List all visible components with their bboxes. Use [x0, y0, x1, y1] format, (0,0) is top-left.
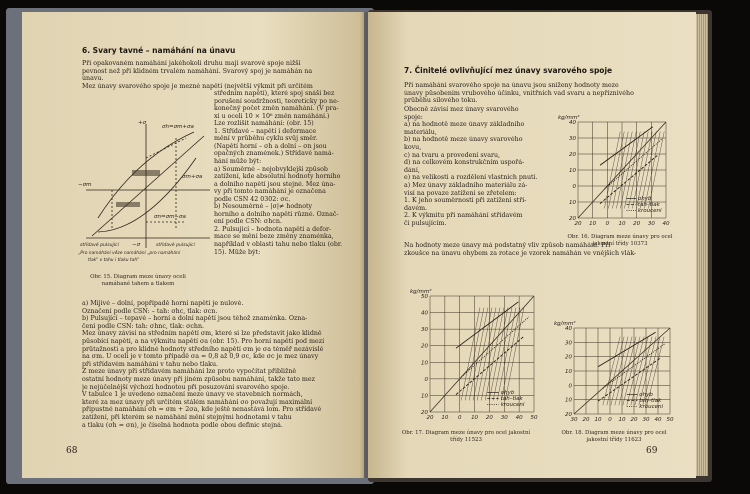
- right-section-title: 7. Činitelé ovlivňující mez únavy svarového spoje: [404, 66, 613, 75]
- text-line: na σm. U oceli je v tomto případě σa = 0,8 až 0,9 σc, kde σc je mez únavy: [82, 353, 319, 361]
- x-tick-label: 10: [471, 415, 479, 421]
- fig17-caption: Obr. 17. Diagram meze únavy pro ocel jakostní třídy 11523: [401, 430, 531, 443]
- text-line: které za mez únavy při určitém stálém namáhání σo považují maximální: [82, 398, 313, 406]
- x-tick-label: 30: [647, 221, 655, 227]
- x-tick-label: 10: [441, 415, 449, 421]
- y-tick-label: 50: [421, 294, 428, 300]
- x-tick-label: 10: [594, 417, 602, 423]
- text-line: ostatní hodnoty meze únavy při jiném způsobu namáhání, takže tato mez: [82, 376, 315, 383]
- text-line: Při namáhání svarového spoje na únavu jsou sníženy hodnoty meze: [404, 82, 619, 89]
- x-tick-label: 40: [515, 415, 523, 421]
- text-line: zatížení, kde absolutní hodnoty horního: [214, 173, 341, 181]
- y-tick-label: 10: [569, 168, 576, 174]
- text-line: spoje:: [404, 113, 423, 121]
- text-line: kovu,: [404, 144, 422, 151]
- text-line: opačných znamének.) Střídavé namá-: [214, 150, 334, 158]
- right-page: [368, 12, 696, 478]
- fatigue-diagram-figure: [76, 118, 218, 268]
- fig18-diagram: [548, 318, 678, 428]
- left-page-number: 68: [66, 446, 78, 456]
- text-line: hání může být:: [214, 157, 262, 165]
- x-tick-label: 40: [654, 417, 662, 423]
- fig15-row-4: tlak" v tahu i tlaku tah": [88, 258, 140, 263]
- fig15-axis-upper: +σ: [138, 120, 147, 126]
- y-axis-unit: kg/mm²: [558, 115, 580, 121]
- text-line: V tabulce 1 je uvedeno označení meze únavy ve stavebních normách,: [82, 391, 303, 399]
- x-tick-label: 0: [457, 415, 462, 421]
- x-tick-label: 20: [426, 415, 434, 421]
- text-line: 1. Střídavé – napětí i deformace: [214, 127, 317, 135]
- x-tick-label: 10: [618, 221, 626, 227]
- fig15-axis-lower: −σ: [132, 242, 141, 248]
- left-section-title: 6. Svary tavné – namáhání na únavu: [82, 46, 236, 55]
- text-line: Na hodnoty meze únavy má podstatný vliv způsob namáhání. Při: [404, 242, 611, 249]
- fig15-row-1: střídavé pulsující: [80, 243, 119, 248]
- text-line: e) na velikosti a rozdělení vlastních pnutí.: [404, 174, 538, 182]
- y-axis-unit: kg/mm²: [554, 321, 576, 327]
- x-tick-label: 10: [618, 417, 626, 423]
- fig15-label-top: σh=σm+σa: [162, 124, 194, 130]
- text-line: je nejúčelnější výchozí hodnotou při posuzování svarového spoje.: [82, 383, 290, 391]
- text-line: průběhu silového toku.: [404, 97, 478, 105]
- text-line: či pulsujícím.: [404, 220, 447, 227]
- x-tick-label: 20: [582, 417, 590, 423]
- text-line: (Napětí horní – σh a dolní – σn jsou: [214, 142, 327, 150]
- text-line: a) Mez únavy základního materiálu zá-: [404, 182, 528, 189]
- text-line: Při opakovaném namáhání jakéhokoli druhu mají svarové spoje nižší: [82, 60, 301, 67]
- x-tick-label: 20: [630, 417, 638, 423]
- y-tick-label: 20: [421, 343, 428, 350]
- legend-entry: krouceni: [500, 402, 525, 408]
- text-line: Z meze únavy při střídavém namáhání lze proto vypočítat přibližně: [82, 368, 297, 376]
- x-tick-label: 30: [500, 415, 508, 421]
- text-line: Mez únavy svarového spoje je mezné napětí (největší výkmit při určitém: [82, 82, 313, 90]
- x-tick-label: 50: [666, 417, 674, 423]
- fig18-caption: Obr. 18. Diagram meze únavy pro ocel jakostní třídy 11623: [561, 430, 667, 443]
- fig15-label-bottom: σn=σm−σa: [154, 214, 186, 220]
- text-line: a) Souměrné – nejobvyklejší způsob: [214, 165, 328, 173]
- fig15-row-2: střídavé pulsující: [156, 243, 195, 248]
- y-tick-label: 10: [569, 200, 576, 206]
- text-line: podle ČSN 42 0302: σc.: [214, 195, 291, 203]
- text-line: visí na povaze zatížení se zřetelem:: [404, 189, 517, 197]
- text-line: ení podle ČSN: σhcn.: [214, 218, 282, 226]
- fig17-diagram: [398, 286, 548, 426]
- text-line: 2. K výkmitu při namáhání střídavém: [404, 212, 523, 220]
- text-line: Obecně závisí mez únavy svarového: [404, 106, 519, 113]
- text-line: a) na hodnotě meze únavy základního: [404, 121, 525, 129]
- text-line: středním napětí), které spoj snáší bez: [214, 90, 335, 97]
- right-page-number: 69: [646, 446, 658, 456]
- text-line: c) na tvaru a provedení svaru,: [404, 151, 501, 159]
- y-tick-label: 20: [421, 410, 428, 416]
- y-tick-label: 20: [569, 216, 576, 222]
- legend-entry: krouceni: [637, 208, 662, 214]
- fig15-caption: Obr. 15. Diagram meze únavy oceli namáhané tahem a tlakem: [90, 274, 186, 287]
- text-line: pevnost než při klidném trvalém namáhání. Svarový spoj je namáhán na: [82, 67, 313, 75]
- y-tick-label: 10: [421, 393, 428, 400]
- fig15-row-3: „Pro namáhání věze namáhání „pro namáhání: [78, 251, 181, 256]
- text-line: zatížení, při kterém se namáhání mění stejnými hodnotami v tahu: [82, 414, 292, 421]
- text-line: například v oblasti tahu nebo tlaku (obr.: [214, 241, 343, 248]
- text-line: průtažnosti a pro klidné hodnoty středního napětí σm je σa téměř nezávislé: [82, 345, 324, 353]
- text-line: konečný počet změn namáhání. (V pra-: [214, 105, 339, 113]
- left-page: [22, 12, 364, 478]
- x-tick-label: 10: [589, 221, 597, 227]
- y-tick-label: 30: [569, 136, 576, 142]
- text-line: Mez únavy závisí na středním napětí σm, které si lze představit jako klidně: [82, 330, 322, 338]
- y-axis-unit: kg/mm²: [410, 289, 432, 295]
- y-tick-label: 0: [568, 383, 572, 390]
- text-line: při střídavém namáhání v tahu nebo tlaku.: [82, 360, 219, 368]
- text-line: davém.: [404, 204, 428, 212]
- text-line: horního a dolního napětí různé. Označ-: [214, 210, 339, 218]
- text-line: d) na celkovém konstrukčním uspořá-: [404, 159, 525, 167]
- text-line: b) na hodnotě meze únavy svarového: [404, 136, 523, 144]
- text-line: a dolního napětí jsou stejné. Mez úna-: [214, 180, 336, 188]
- y-tick-label: 20: [569, 152, 576, 158]
- x-tick-label: 20: [574, 221, 582, 227]
- text-line: zkoušce na únavu ohybem za rotace je vzorek namáhán ve vnějších vlák-: [404, 249, 637, 257]
- y-tick-label: 10: [421, 360, 428, 367]
- y-tick-label: 40: [421, 310, 428, 317]
- text-line: 2. Pulsující – hodnota napětí a defor-: [214, 225, 332, 233]
- x-tick-label: 30: [570, 417, 578, 423]
- text-line: 1. K jeho souměrnosti při zatížení stří-: [404, 197, 527, 205]
- text-line: Označení podle ČSN: – tah: σhc, tlak: σcn.: [82, 307, 218, 315]
- legend-entry: ohyb: [500, 390, 515, 396]
- x-tick-label: 0: [608, 417, 612, 423]
- y-tick-label: 0: [424, 376, 428, 383]
- text-line: čení podle ČSN: tah: σhnc, tlak: σchn.: [82, 322, 205, 330]
- legend-entry: tah–tlak: [637, 202, 660, 208]
- y-tick-label: 10: [565, 397, 572, 404]
- page-edges: [696, 14, 708, 476]
- text-line: únavu.: [82, 75, 104, 83]
- fig16-caption: Obr. 16. Diagram meze únavy pro ocel jakostní třídy 10373: [567, 234, 673, 247]
- text-line: dání,: [404, 166, 420, 174]
- text-line: a) Míjivé – dolní, popřípadě horní napětí je nulové.: [82, 300, 244, 307]
- legend-entry: tah–tlak: [500, 396, 523, 402]
- y-tick-label: 40: [565, 326, 572, 332]
- text-line: vy při tomto namáhání je označena: [214, 188, 326, 196]
- fig16-diagram: [550, 110, 680, 234]
- legend-entry: ohyb: [639, 392, 653, 398]
- x-tick-label: 30: [642, 417, 650, 423]
- fig15-label-left: −σm: [78, 182, 92, 188]
- y-tick-label: 0: [572, 184, 576, 190]
- text-line: působící napětí, a na výkmitu napětí σa (obr. 15). Pro horní napětí pod mezí: [82, 338, 325, 345]
- y-tick-label: 40: [569, 120, 576, 126]
- text-line: materiálu,: [404, 128, 437, 136]
- text-line: b) Nesouměrné – |σ|≠ hodnoty: [214, 203, 313, 211]
- fig15-label-right: σm+σa: [182, 174, 203, 180]
- x-tick-label: 20: [485, 415, 493, 421]
- y-tick-label: 10: [565, 369, 572, 375]
- text-line: přípustné namáhání σh = σm + 2σa, kde ještě nenastává lom. Pro střídavé: [82, 406, 322, 414]
- text-line: porušení soudržnosti, teoreticky po ne-: [214, 97, 339, 105]
- x-tick-label: 20: [633, 221, 641, 227]
- text-line: mění v průběhu cyklu svůj směr.: [214, 135, 318, 143]
- text-line: únavy působením vrubového účinku, vnitřních vad svaru a nepříznivého: [404, 89, 634, 97]
- text-line: Lze rozlišit namáhání: (obr. 15): [214, 120, 314, 128]
- y-tick-label: 20: [565, 354, 572, 361]
- x-tick-label: 0: [605, 221, 610, 227]
- y-tick-label: 30: [421, 327, 428, 334]
- text-line: 15). Může být:: [214, 248, 261, 256]
- y-tick-label: 30: [565, 340, 572, 347]
- legend-entry: krouceni: [639, 404, 663, 410]
- text-line: mace se mění beze změny znaménka,: [214, 233, 334, 241]
- x-tick-label: 40: [662, 221, 670, 227]
- text-line: b) Pulsující – tepavé – horní a dolní napětí jsou téhož znaménka. Ozna-: [82, 315, 308, 323]
- text-line: xi u oceli 10 × 10⁶ změn namáhání.): [214, 112, 330, 120]
- y-tick-label: 20: [565, 412, 572, 418]
- legend-entry: ohyb: [637, 196, 652, 202]
- text-line: a tlaku (σh = σn), je číselná hodnota podle obou definic stejná.: [82, 421, 283, 429]
- x-tick-label: 50: [530, 415, 538, 421]
- legend-entry: tah–tlak: [639, 398, 662, 404]
